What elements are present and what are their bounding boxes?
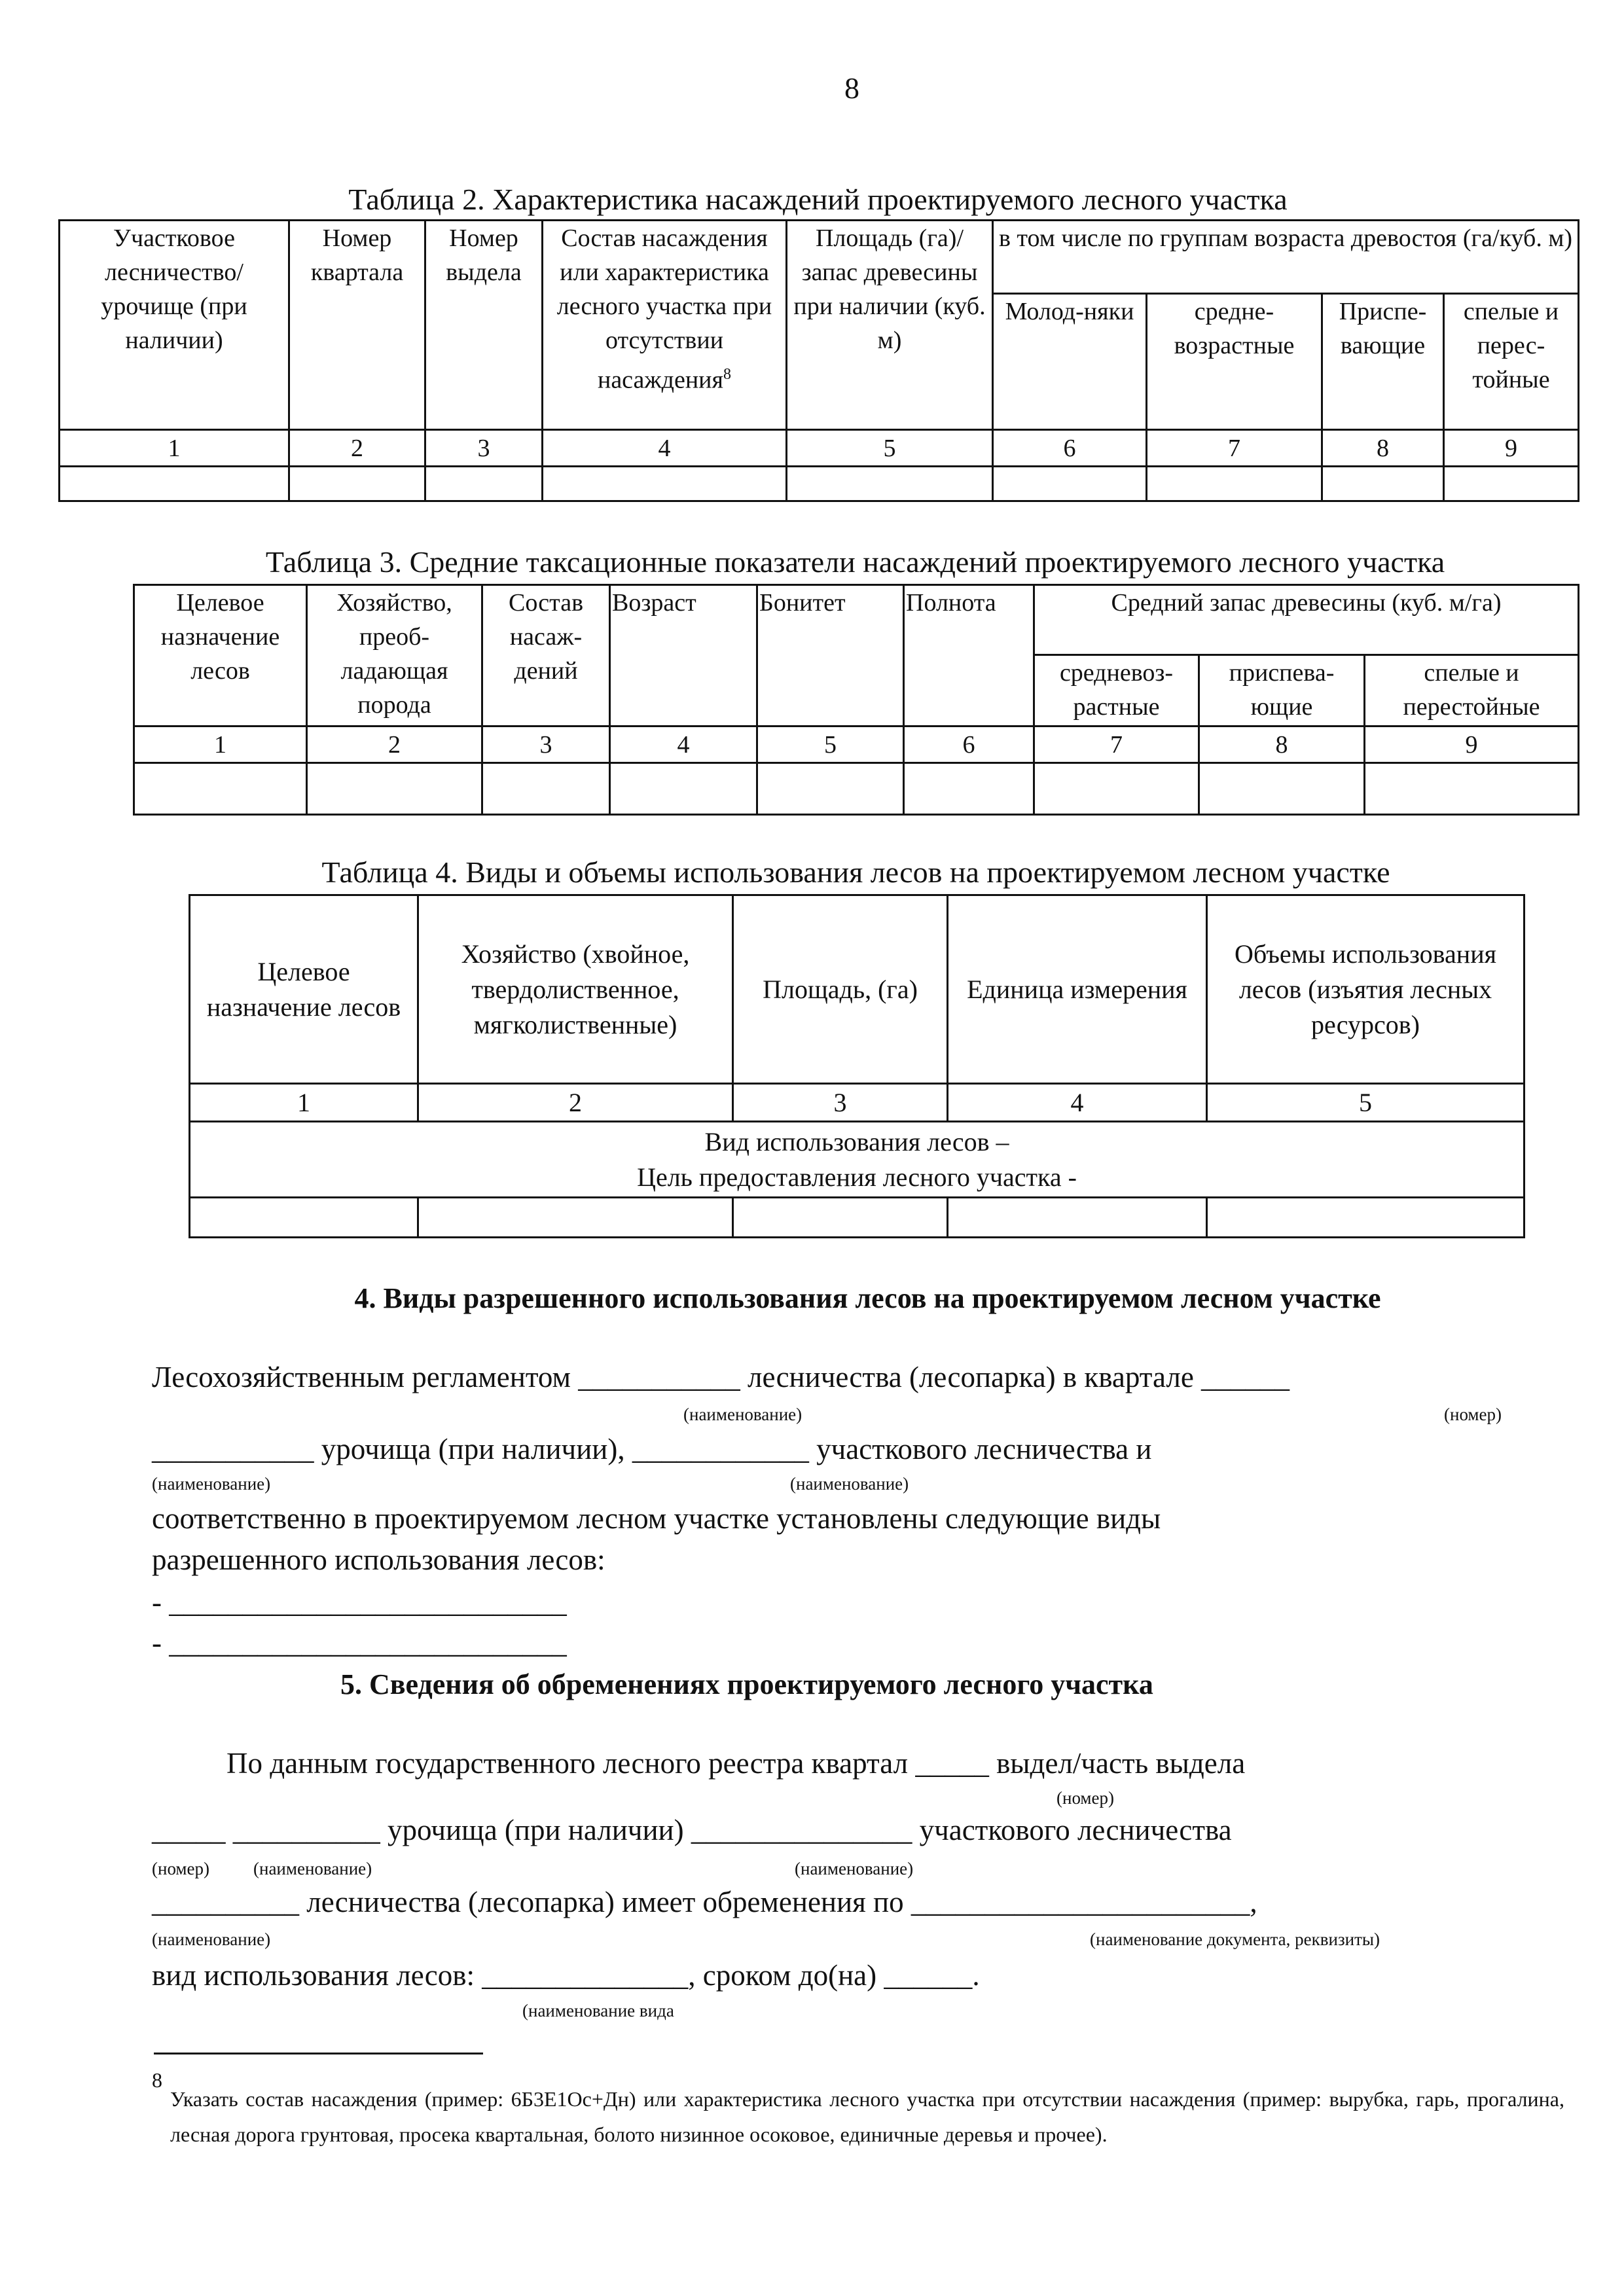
s4-label: (наименование) [683,1405,803,1424]
s4-line2: ___________ урочища (при наличии), ____________ участкового лесничества и [152,1433,1152,1465]
s5-label: (номер) [152,1859,209,1878]
s4-line3: соответственно в проектируемом лесном участке установлены следующие виды [152,1502,1161,1535]
s4-label: (наименование) [790,1474,909,1494]
t3-num: 7 [1034,726,1199,763]
s4-line1: Лесохозяйственным регламентом ___________ лесничества (лесопарка) в квартале ______ [152,1361,1290,1393]
t2-num: 7 [1147,430,1322,467]
s4-item: - ___________________________ [152,1626,567,1659]
t2-h5: Площадь (га)/ запас древесины при наличии (куб. м) [787,221,993,430]
cell[interactable] [610,763,757,815]
t3-h7: средневоз-растные [1034,655,1199,726]
t2-num: 8 [1322,430,1444,467]
t2-empty-row [60,467,1579,501]
cell[interactable] [1207,1198,1525,1238]
t3-h6: Полнота [904,585,1034,726]
s5-label: (наименование вида [522,2001,674,2020]
t3-h5: Бонитет [757,585,904,726]
t2-number-row [60,430,1579,467]
s5-label: (наименование) [152,1929,271,1949]
t3-num: 5 [757,726,904,763]
cell[interactable] [1365,763,1579,815]
t3-num: 3 [482,726,610,763]
t3-h8: приспева-ющие [1199,655,1365,726]
t3-num: 2 [307,726,482,763]
t2-num: 9 [1444,430,1579,467]
cell[interactable] [425,467,543,501]
t4-merged-row [190,1122,1525,1198]
table3 [133,584,1579,816]
t2-num: 3 [425,430,543,467]
s5-label: (наименование) [253,1859,372,1878]
t3-number-row [134,726,1579,763]
t2-num: 6 [993,430,1147,467]
cell[interactable] [418,1198,733,1238]
t2-num: 1 [60,430,289,467]
t3-h2: Хозяйство, преоб-ладающая порода [307,585,482,726]
s4-line4: разрешенного использования лесов: [152,1543,605,1576]
s5-label: (наименование документа, реквизиты) [1090,1929,1380,1949]
cell[interactable] [60,467,289,501]
cell[interactable] [307,763,482,815]
table4 [189,894,1525,1238]
t2-h4 [543,221,787,430]
table2-caption: Таблица 2. Характеристика насаждений проектируемого лесного участка [348,183,1288,216]
t3-h9: спелые и перестойные [1365,655,1579,726]
cell[interactable] [1199,763,1365,815]
t3-h1: Целевое назначение лесов [134,585,307,726]
table2 [58,219,1579,502]
t3-group: Средний запас древесины (куб. м/га) [1034,585,1579,655]
t2-num: 4 [543,430,787,467]
footnote-mark: 8 [152,2068,162,2092]
cell[interactable] [543,467,787,501]
t3-num: 4 [610,726,757,763]
cell[interactable] [787,467,993,501]
t4-num: 5 [1207,1084,1525,1122]
t4-h4: Единица измерения [948,895,1207,1084]
s5-line2: _____ __________ урочища (при наличии) _______________ участкового лесничества [152,1814,1232,1846]
table4-caption: Таблица 4. Виды и объемы использования лесов на проектируемом лесном участке [321,855,1390,889]
t3-h4: Возраст [610,585,757,726]
t2-h8: Приспе-вающие [1322,294,1444,430]
s5-line3: __________ лесничества (лесопарка) имеет обременения по _______________________, [152,1886,1257,1918]
t2-h7: средне-возрастные [1147,294,1322,430]
t2-num: 5 [787,430,993,467]
s5-line4: вид использования лесов: ______________, сроком до(на) ______. [152,1959,980,1992]
t2-h6: Молод-няки [993,294,1147,430]
cell[interactable] [1147,467,1322,501]
t4-h3: Площадь, (га) [733,895,948,1084]
t3-num: 1 [134,726,307,763]
t3-num: 8 [1199,726,1365,763]
t3-h3: Состав насаж-дений [482,585,610,726]
section4-heading: 4. Виды разрешенного использования лесов на проектируемом лесном участке [354,1282,1381,1314]
table3-caption: Таблица 3. Средние таксационные показатели насаждений проектируемого лесного участка [265,545,1445,579]
cell[interactable] [134,763,307,815]
cell[interactable] [1322,467,1444,501]
t4-h5: Объемы использования лесов (изъятия лесных ресурсов) [1207,895,1525,1084]
section5-heading: 5. Сведения об обременениях проектируемого лесного участка [340,1668,1153,1700]
cell[interactable] [948,1198,1207,1238]
t2-num: 2 [289,430,425,467]
t4-h1: Целевое назначение лесов [190,895,418,1084]
cell[interactable] [757,763,904,815]
t4-number-row [190,1084,1525,1122]
cell[interactable] [289,467,425,501]
t2-group: в том числе по группам возраста древостоя (га/куб. м) [993,221,1579,294]
t2-h9: спелые и перес-тойные [1444,294,1579,430]
t4-empty-row [190,1198,1525,1238]
s5-label: (номер) [1056,1788,1114,1808]
cell[interactable] [1444,467,1579,501]
t3-num: 6 [904,726,1034,763]
footnote-text: Указать состав насаждения (пример: 6Б3Е1Ос+Дн) или характеристика лесного участка при отсутствии насаждения (пример: вырубка, гарь, прогалина, лесная дорога грунтовая, просека квартальная, болото низинное осоковое, единичные деревья и прочее). [170,2087,1564,2146]
t4-num: 4 [948,1084,1207,1122]
t4-use-type: Вид использования лесов – [704,1126,1009,1157]
cell[interactable] [1034,763,1199,815]
t4-num: 2 [418,1084,733,1122]
cell[interactable] [482,763,610,815]
footnote-divider [154,2053,483,2054]
t2-h2: Номер квартала [289,221,425,430]
s4-item: - ___________________________ [152,1586,567,1619]
t2-h3: Номер выдела [425,221,543,430]
t3-num: 9 [1365,726,1579,763]
t2-h1: Участковое лесничество/ урочище (при наличии) [60,221,289,430]
t3-empty-row [134,763,1579,815]
t4-num: 3 [733,1084,948,1122]
s4-label: (наименование) [152,1474,271,1494]
s5-line1: По данным государственного лесного реестра квартал _____ выдел/часть выдела [226,1747,1246,1780]
cell[interactable] [733,1198,948,1238]
t4-num: 1 [190,1084,418,1122]
s5-label: (наименование) [795,1859,914,1878]
cell[interactable] [993,467,1147,501]
page-number: 8 [844,71,859,105]
t4-h2: Хозяйство (хвойное, твердолиственное, мягколиственные) [418,895,733,1084]
s4-label: (номер) [1444,1405,1502,1424]
cell[interactable] [190,1198,418,1238]
t4-purpose: Цель предоставления лесного участка - [637,1162,1077,1192]
t2-h4-text: Состав насаждения или характеристика лесного участка при отсутствии насаждения [556,224,772,394]
footnote-ref: 8 [723,366,731,383]
cell[interactable] [904,763,1034,815]
